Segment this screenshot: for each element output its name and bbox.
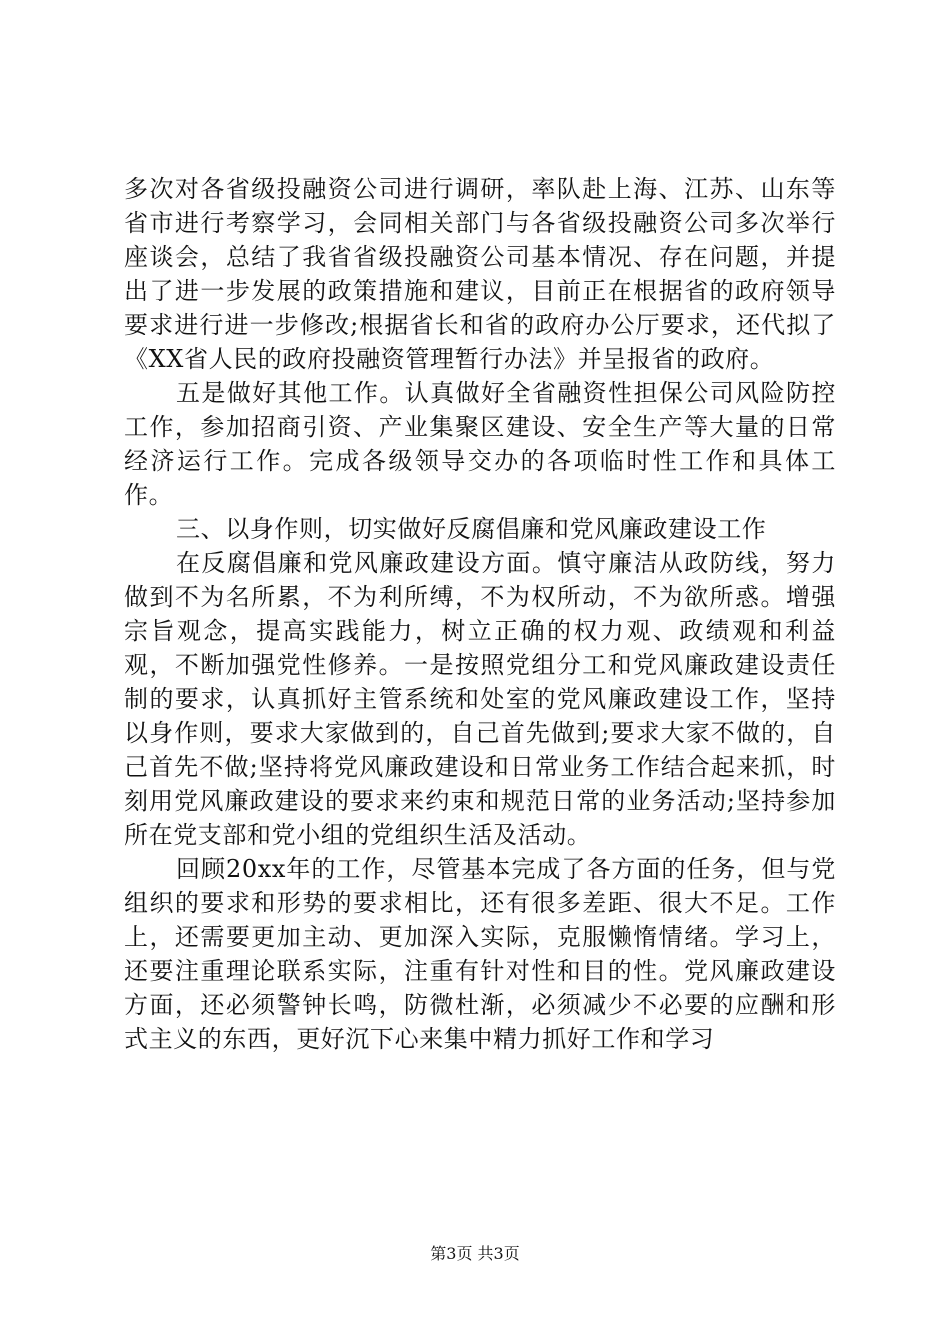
- paragraph-other-work: 五是做好其他工作。认真做好全省融资性担保公司风险防控工作，参加招商引资、产业集聚区建设、安全生产等大量的日常经济运行工作。完成各级领导交办的各项临时性工作和具体工作。: [124, 379, 836, 509]
- page-number-label: 第3页 共3页: [430, 1244, 520, 1263]
- document-body: [124, 172, 836, 1056]
- page-footer: [0, 1243, 950, 1265]
- paragraph-integrity: 在反腐倡廉和党风廉政建设方面。慎守廉洁从政防线，努力做到不为名所累，不为利所缚，不为权所动，不为欲所惑。增强宗旨观念，提高实践能力，树立正确的权力观、政绩观和利益观，不断加强党性修养。一是按照党组分工和党风廉政建设责任制的要求，认真抓好主管系统和处室的党风廉政建设工作，坚持以身作则，要求大家做到的，自己首先做到;要求大家不做的，自己首先不做;坚持将党风廉政建设和日常业务工作结合起来抓，时刻用党风廉政建设的要求来约束和规范日常的业务活动;坚持参加所在党支部和党小组的党组织生活及活动。: [124, 549, 836, 849]
- paragraph-review: 回顾20xx年的工作，尽管基本完成了各方面的任务，但与党组织的要求和形势的要求相比，还有很多差距、很大不足。工作上，还需要更加主动、更加深入实际，克服懒惰情绪。学习上，还要注重理论联系实际，注重有针对性和目的性。党风廉政建设方面，还必须警钟长鸣，防微杜渐，必须减少不必要的应酬和形式主义的东西，更好沉下心来集中精力抓好工作和学习: [124, 855, 836, 1053]
- paragraph-investment-research: 多次对各省级投融资公司进行调研，率队赴上海、江苏、山东等省市进行考察学习，会同相关部门与各省级投融资公司多次举行座谈会，总结了我省省级投融资公司基本情况、存在问题，并提出了进一步发展的政策措施和建议，目前正在根据省的政府领导要求进行进一步修改;根据省长和省的政府办公厅要求，还代拟了《XX省人民的政府投融资管理暂行办法》并呈报省的政府。: [124, 175, 836, 373]
- section-heading-anti-corruption: 三、以身作则，切实做好反腐倡廉和党风廉政建设工作: [176, 515, 767, 543]
